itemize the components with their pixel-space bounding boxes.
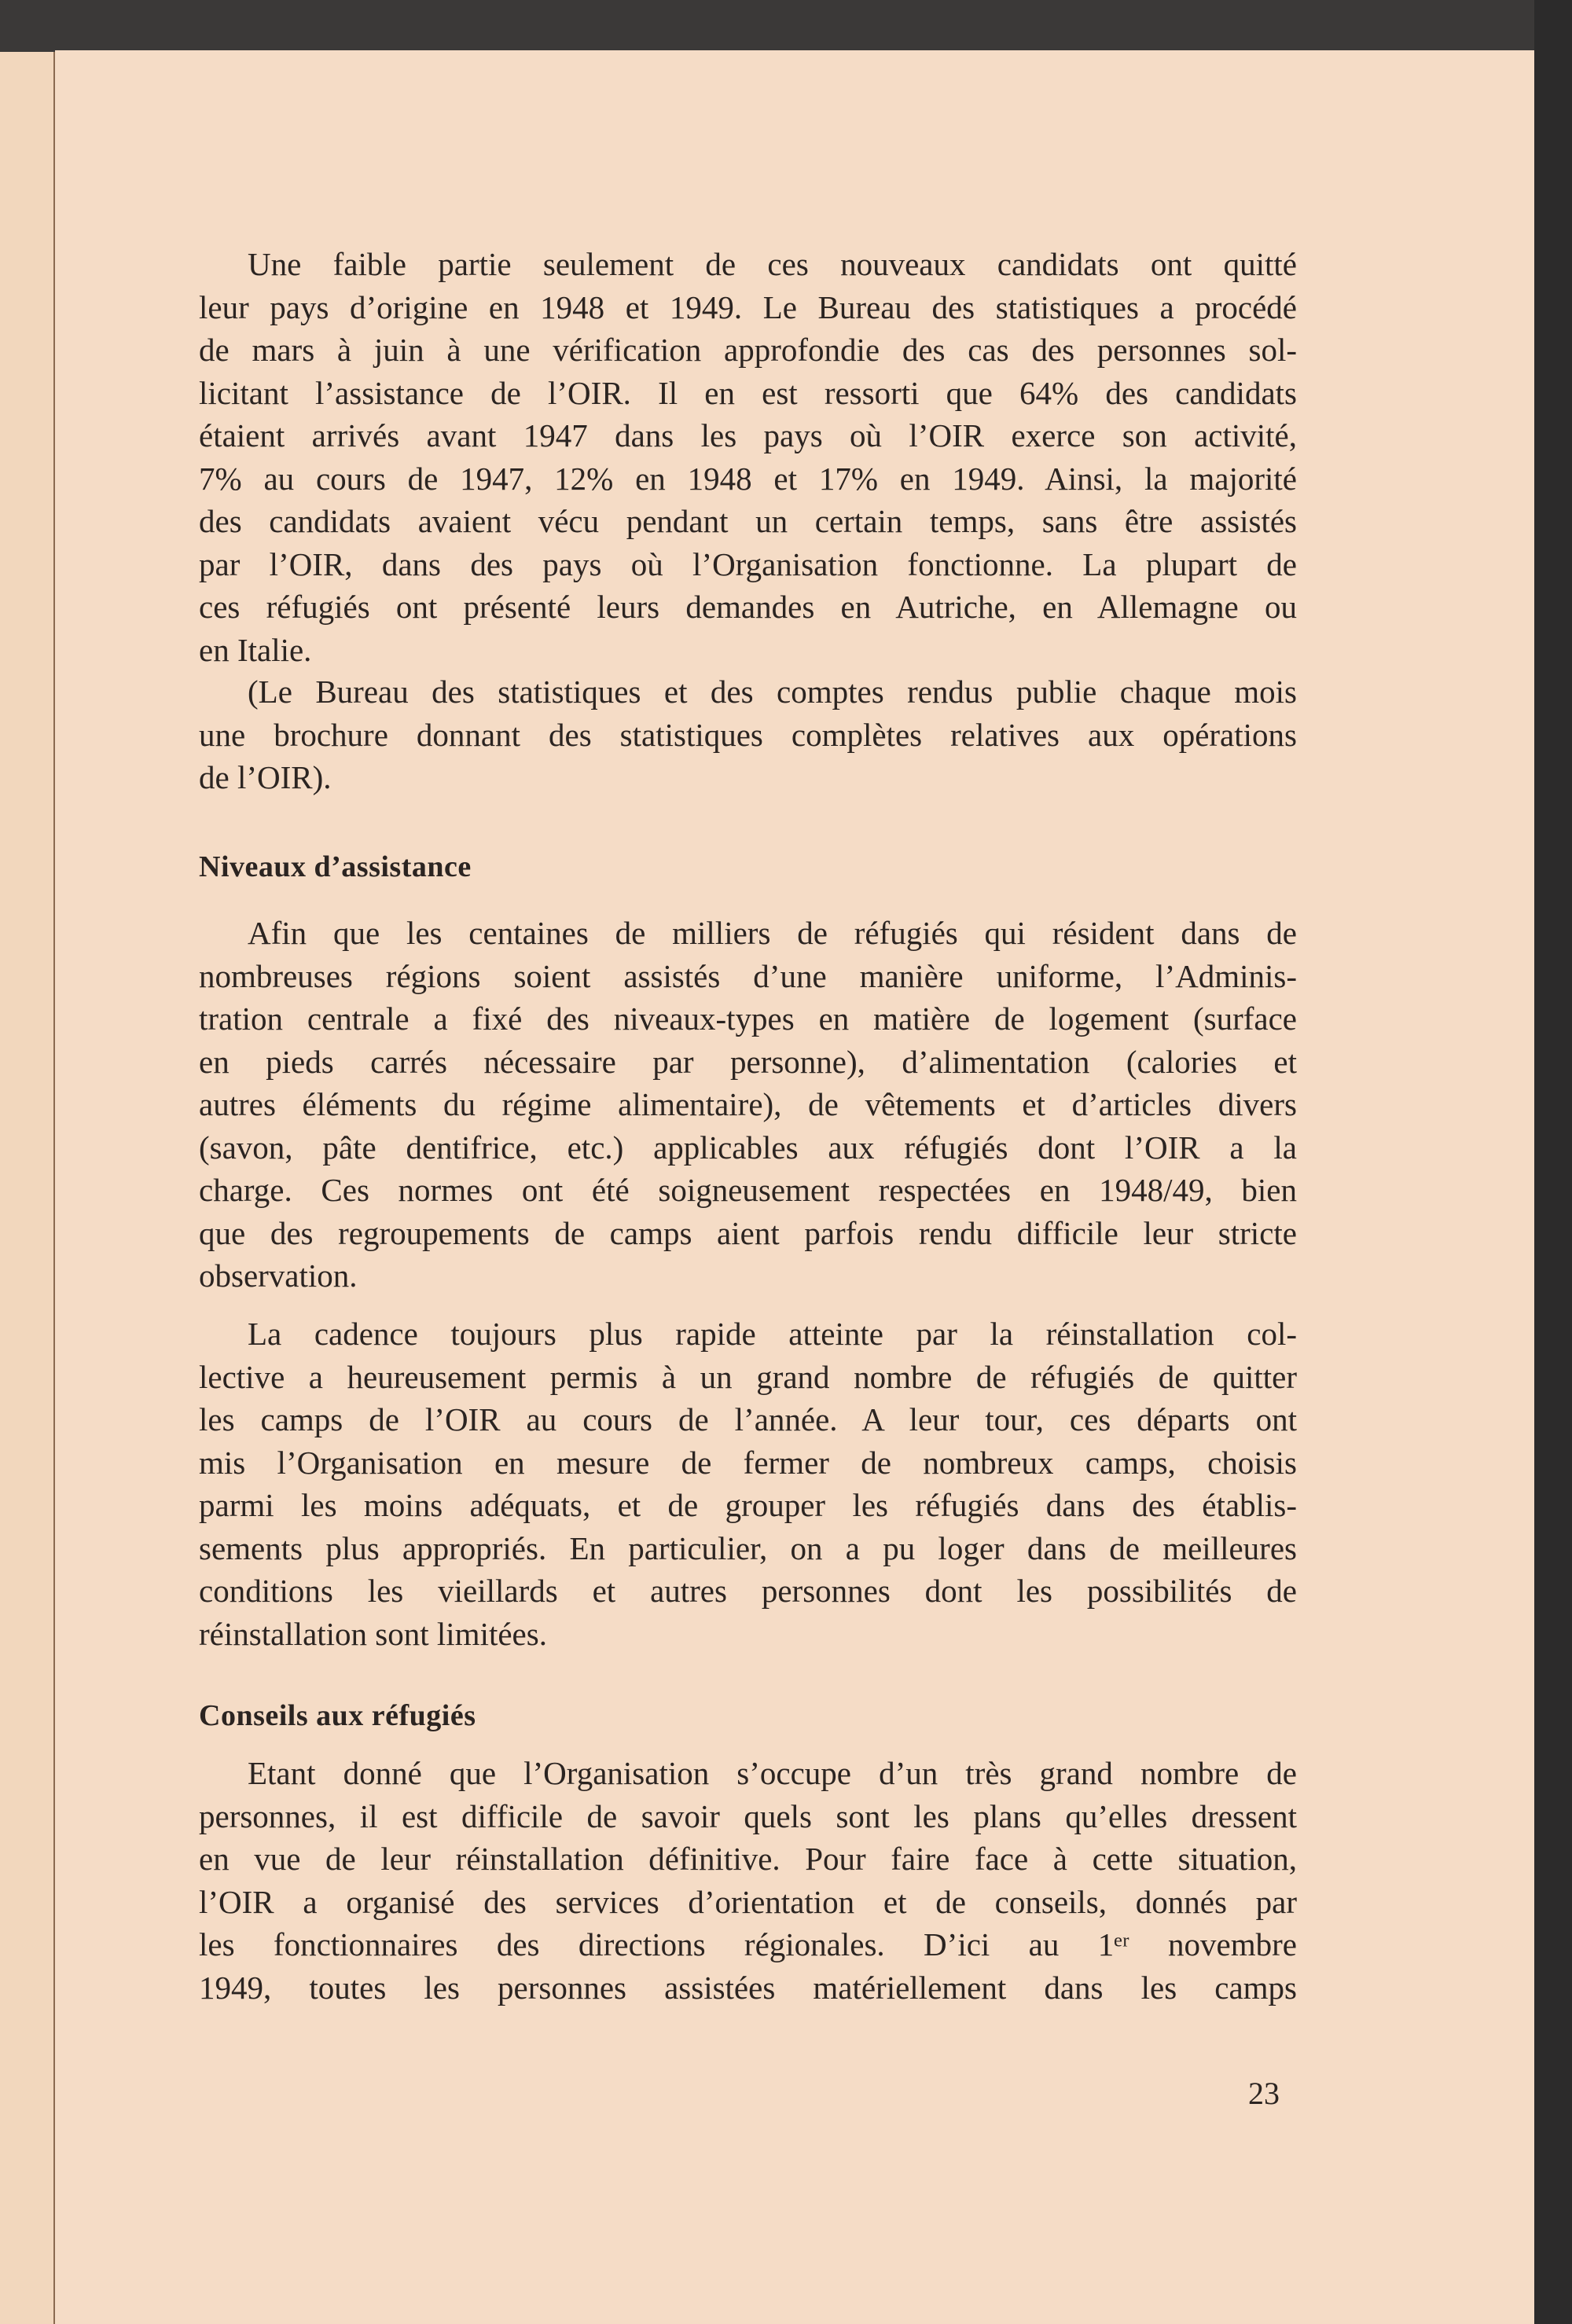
section-heading-refugee-counselling: Conseils aux réfugiés [199,1699,476,1732]
text-line: La cadence toujours plus rapide atteinte par la réinstallation col- [248,1316,1297,1352]
text-line: charge. Ces normes ont été soigneusement respectées en 1948/49, bien [199,1172,1297,1208]
page-number: 23 [1248,2076,1280,2111]
text-line: (savon, pâte dentifrice, etc.) applicables aux réfugiés dont l’OIR a la [199,1129,1297,1166]
text-line: étaient arrivés avant 1947 dans les pays où l’OIR exerce son activité, [199,417,1297,453]
text-line: les camps de l’OIR au cours de l’année. A leur tour, ces départs ont [199,1401,1297,1437]
text-line: leur pays d’origine en 1948 et 1949. Le Bureau des statistiques a procédé [199,288,1297,325]
text-line: licitant l’assistance de l’OIR. Il en est ressorti que 64% des candidats [199,374,1297,411]
text-line: mis l’Organisation en mesure de fermer de nombreux camps, choisis [199,1444,1297,1481]
paragraph-statistics-bureau [199,670,1297,799]
text-line: en vue de leur réinstallation définitive. Pour faire face à cette situation, [199,1841,1297,1877]
text-line: parmi les moins adéquats, et de grouper les réfugiés dans des établis- [199,1487,1297,1523]
text-line: 1949, toutes les personnes assistées matériellement dans les camps [199,1969,1297,2006]
text-line: tration centrale a fixé des niveaux-types en matière de logement (surface [199,1000,1297,1037]
text-line: sements plus appropriés. En particulier, on a pu loger dans de meilleures [199,1529,1297,1566]
text-line: des candidats avaient vécu pendant un certain temps, sans être assistés [199,503,1297,539]
text-line: Une faible partie seulement de ces nouveaux candidats ont quitté [248,246,1297,282]
text-line: de mars à juin à une vérification approfondie des cas des personnes sol- [199,332,1297,368]
text-line: (Le Bureau des statistiques et des comptes rendus publie chaque mois [248,674,1297,710]
text-line: de l’OIR). [199,759,332,795]
text-line: en pieds carrés nécessaire par personne), d’alimentation (calories et [199,1043,1297,1080]
text-line: Etant donné que l’Organisation s’occupe d’un très grand nombre de [248,1755,1297,1791]
paragraph-collective-resettlement [199,1313,1297,1655]
text-line: lective a heureusement permis à un grand nombre de réfugiés de quitter [199,1358,1297,1395]
paragraph-assistance-standards [199,912,1297,1298]
text-line: observation. [199,1257,358,1294]
text-line: en Italie. [199,631,312,668]
text-line: autres éléments du régime alimentaire), de vêtements et d’articles divers [199,1086,1297,1122]
text-line: 7% au cours de 1947, 12% en 1948 et 17% en 1949. Ainsi, la majorité [199,460,1297,497]
paragraph-origin-of-candidates [199,243,1297,671]
scan-background [1534,0,1572,2324]
text-line: une brochure donnant des statistiques complètes relatives aux opérations [199,716,1297,753]
text-line: que des regroupements de camps aient parfois rendu difficile leur stricte [199,1214,1297,1251]
text-line: par l’OIR, dans des pays où l’Organisation fonctionne. La plupart de [199,545,1297,582]
section-heading-assistance-levels: Niveaux d’assistance [199,850,472,883]
text-line: nombreuses régions soient assistés d’une manière uniforme, l’Adminis- [199,957,1297,994]
text-line: personnes, il est difficile de savoir quels sont les plans qu’elles dressent [199,1797,1297,1834]
text-line: conditions les vieillards et autres personnes dont les possibilités de [199,1573,1297,1609]
text-line: réinstallation sont limitées. [199,1615,547,1652]
text-line: les fonctionnaires des directions régionales. D’ici au 1ᵉʳ novembre [199,1926,1297,1962]
text-line: Afin que les centaines de milliers de réfugiés qui résident dans de [248,915,1297,951]
previous-page-edge [0,52,55,2324]
text-line: l’OIR a organisé des services d’orientation et de conseils, donnés par [199,1883,1297,1920]
text-line: ces réfugiés ont présenté leurs demandes en Autriche, en Allemagne ou [199,589,1297,625]
paragraph-counselling-services [199,1752,1297,2009]
